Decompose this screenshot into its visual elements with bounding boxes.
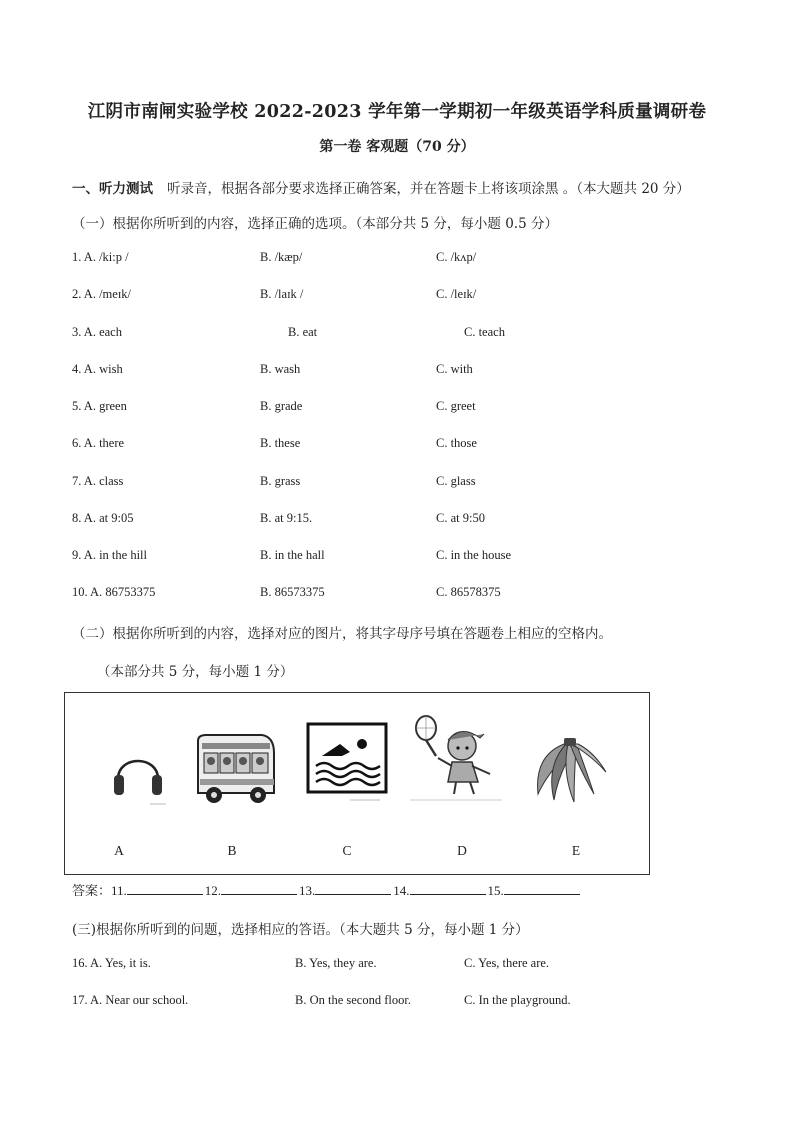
section-heading: 一、听力测试 xyxy=(72,181,153,197)
answer-blank[interactable] xyxy=(410,882,486,895)
answer-number: 15. xyxy=(487,883,504,898)
picture-letter: D xyxy=(457,843,467,858)
option-c[interactable]: C. those xyxy=(436,436,477,450)
headphones-icon xyxy=(110,745,166,805)
exam-title: 江阴市南闸实验学校 2022-2023 学年第一学期初一年级英语学科质量调研卷 xyxy=(87,102,707,122)
option-a[interactable]: 2. A. /meɪk/ xyxy=(72,287,132,301)
question-row xyxy=(72,399,772,419)
tennis-girl-icon xyxy=(410,712,502,802)
question-row xyxy=(72,362,772,382)
option-c[interactable]: C. greet xyxy=(436,399,476,413)
option-b[interactable]: B. wash xyxy=(260,362,301,376)
bananas-icon xyxy=(524,736,608,806)
option-a[interactable]: 3. A. each xyxy=(72,325,122,339)
exam-subtitle: 第一卷 客观题（70 分） xyxy=(319,139,475,155)
option-a[interactable]: 8. A. at 9:05 xyxy=(72,511,134,525)
answer-number: 12. xyxy=(204,883,222,898)
option-b[interactable]: B. grade xyxy=(260,399,303,413)
question-row xyxy=(72,287,772,307)
question-row xyxy=(72,993,772,1013)
option-b[interactable]: B. Yes, they are. xyxy=(295,956,377,970)
option-c[interactable]: C. Yes, there are. xyxy=(464,956,550,970)
option-c[interactable]: C. 86578375 xyxy=(436,585,501,599)
picture-letter: C xyxy=(342,843,352,858)
answer-number: 14. xyxy=(393,883,410,898)
option-b[interactable]: B. /kæp/ xyxy=(260,250,303,264)
question-row xyxy=(72,436,772,456)
question-row xyxy=(72,548,772,568)
option-c[interactable]: C. at 9:50 xyxy=(436,511,485,525)
option-c[interactable]: C. glass xyxy=(436,474,476,488)
school-bus-icon xyxy=(192,733,278,807)
option-c[interactable]: C. In the playground. xyxy=(464,993,571,1007)
picture-letter: E xyxy=(571,843,581,858)
swimming-sign-icon xyxy=(306,722,388,804)
option-b[interactable]: B. On the second floor. xyxy=(295,993,411,1007)
option-b[interactable]: B. in the hall xyxy=(260,548,325,562)
question-row xyxy=(72,956,772,976)
answer-number: 11. xyxy=(111,883,127,898)
option-b[interactable]: B. these xyxy=(260,436,301,450)
answer-label: 答案： xyxy=(72,883,112,898)
option-b[interactable]: B. 86573375 xyxy=(260,585,325,599)
answer-blank[interactable] xyxy=(221,882,297,895)
section-instruction: 听录音，根据各部分要求选择正确答案，并在答题卡上将该项涂黑 。（本大题共 20 分） xyxy=(167,181,690,197)
option-b[interactable]: B. grass xyxy=(260,474,301,488)
option-a[interactable]: 6. A. there xyxy=(72,436,125,450)
question-row xyxy=(72,474,772,494)
option-a[interactable]: 10. A. 86753375 xyxy=(72,585,156,599)
option-b[interactable]: B. at 9:15. xyxy=(260,511,313,525)
picture-letter: B xyxy=(227,843,237,858)
option-b[interactable]: B. eat xyxy=(288,325,318,339)
option-c[interactable]: C. in the house xyxy=(436,548,511,562)
question-row xyxy=(72,585,772,605)
option-a[interactable]: 4. A. wish xyxy=(72,362,123,376)
option-c[interactable]: C. with xyxy=(436,362,473,376)
option-a[interactable]: 9. A. in the hill xyxy=(72,548,147,562)
answer-blank[interactable] xyxy=(504,882,580,895)
option-a[interactable]: 17. A. Near our school. xyxy=(72,993,189,1007)
answer-line xyxy=(72,880,582,899)
answer-number: 13. xyxy=(299,883,316,898)
option-b[interactable]: B. /laɪk / xyxy=(260,287,304,301)
answer-blank[interactable] xyxy=(315,882,391,895)
option-a[interactable]: 1. A. /ki:p / xyxy=(72,250,129,264)
option-c[interactable]: C. /kʌp/ xyxy=(436,250,477,264)
option-c[interactable]: C. teach xyxy=(464,325,505,339)
question-row xyxy=(72,250,772,270)
section-listening xyxy=(72,177,690,197)
question-row xyxy=(72,511,772,531)
question-row xyxy=(72,325,772,345)
part1-heading: （一）根据你所听到的内容，选择正确的选项。（本部分共 5 分，每小题 0.5 分） xyxy=(72,216,558,232)
picture-letter: A xyxy=(114,843,124,858)
option-a[interactable]: 5. A. green xyxy=(72,399,127,413)
answer-blank[interactable] xyxy=(127,882,203,895)
part2-note: （本部分共 5 分，每小题 1 分） xyxy=(97,664,294,680)
option-a[interactable]: 7. A. class xyxy=(72,474,124,488)
option-c[interactable]: C. /leɪk/ xyxy=(436,287,477,301)
part2-heading: （二）根据你所听到的内容，选择对应的图片，将其字母序号填在答题卷上相应的空格内。 xyxy=(72,626,612,642)
part3-heading: (三)根据你所听到的问题，选择相应的答语。（本大题共 5 分，每小题 1 分） xyxy=(72,922,529,938)
option-a[interactable]: 16. A. Yes, it is. xyxy=(72,956,151,970)
